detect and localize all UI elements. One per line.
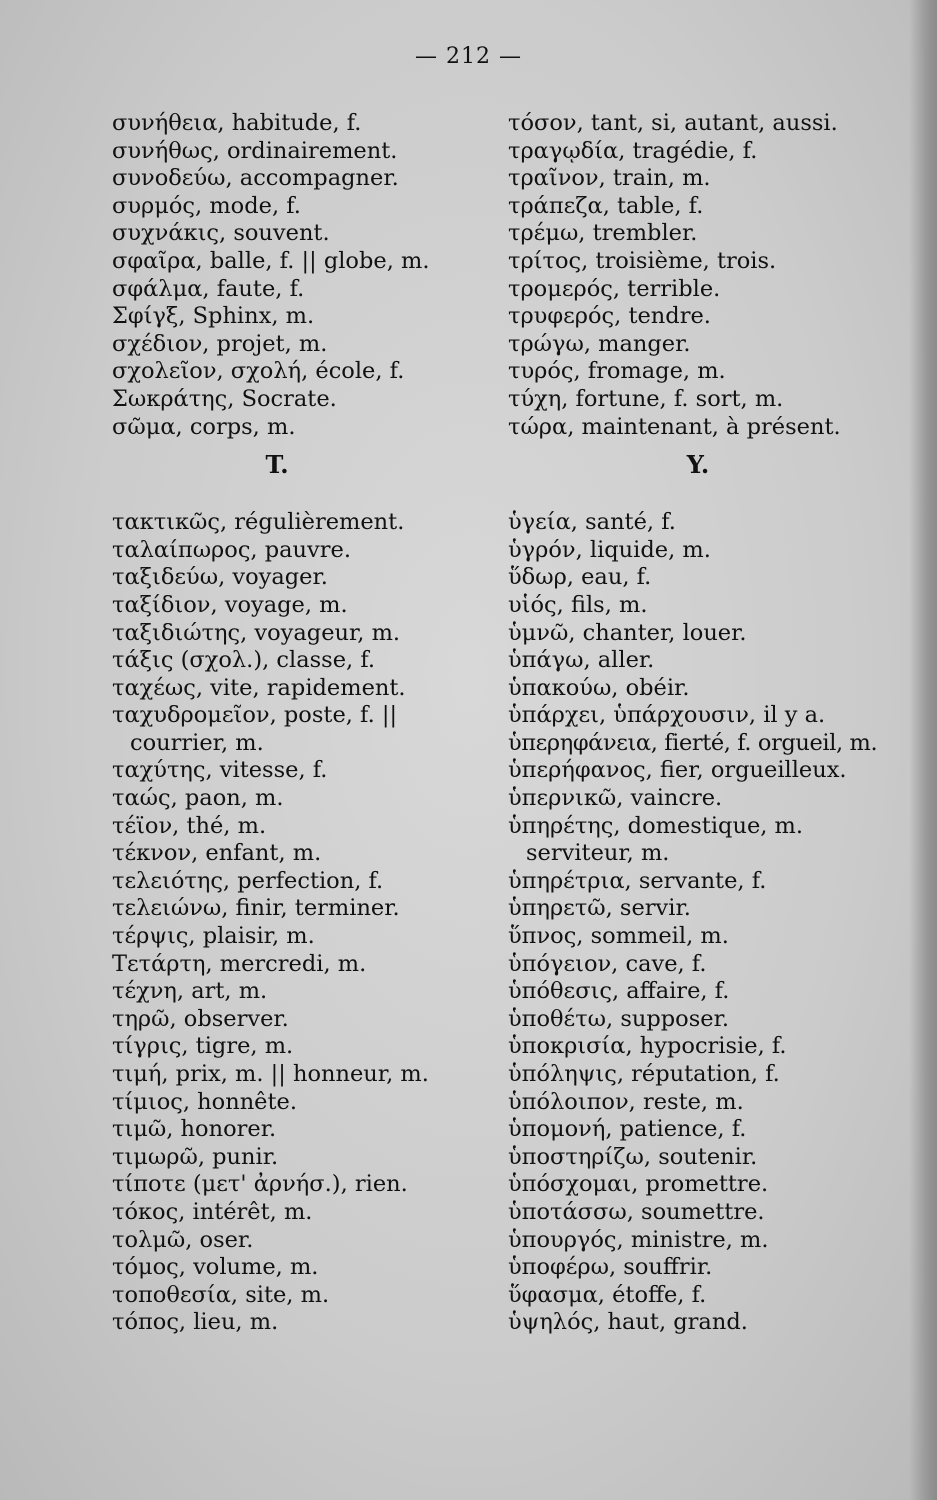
left-column <box>112 110 482 1337</box>
dictionary-entry: Σωκράτης, Socrate. <box>112 385 337 412</box>
dictionary-entry: ὑποτάσσω, soumettre. <box>508 1198 765 1225</box>
dictionary-entry: ὑπηρετῶ, servir. <box>508 895 691 922</box>
dictionary-entry: ὑπακούω, obéir. <box>508 674 690 701</box>
section-heading-upsilon: Y. <box>686 450 710 480</box>
dictionary-entry: ὑπάρχει, ὑπάρχουσιν, il y a. <box>508 702 826 729</box>
dictionary-entry: ὑψηλός, haut, grand. <box>508 1309 748 1336</box>
dictionary-entry: ὑπόσχομαι, promettre. <box>508 1171 769 1198</box>
dictionary-entry: Τετάρτη, mercredi, m. <box>112 950 367 977</box>
dictionary-entry: ταλαίπωρος, pauvre. <box>112 536 351 563</box>
dictionary-entry: τηρῶ, observer. <box>112 1005 289 1032</box>
dictionary-entry: ὑπάγω, aller. <box>508 647 655 674</box>
dictionary-entry: τέχνη, art, m. <box>112 978 268 1005</box>
dictionary-entry: ταώς, paon, m. <box>112 785 284 812</box>
dictionary-entry: τραῖνον, train, m. <box>508 165 711 192</box>
dictionary-entry: ὑπερηφάνεια, fierté, f. orgueil, m. <box>508 729 878 756</box>
dictionary-entry: ὑμνῶ, chanter, louer. <box>508 619 747 646</box>
dictionary-entry: ταχέως, vite, rapidement. <box>112 674 406 701</box>
page-number: — 212 — <box>415 44 522 69</box>
left-section-entries <box>112 509 482 1337</box>
dictionary-entry: ταξίδιον, voyage, m. <box>112 591 348 618</box>
dictionary-entry: συρμός, mode, f. <box>112 192 301 219</box>
dictionary-entry: ὑπερνικῶ, vaincre. <box>508 785 723 812</box>
dictionary-entry: τολμῶ, oser. <box>112 1226 254 1253</box>
dictionary-entry: τόσον, tant, si, autant, aussi. <box>508 110 838 136</box>
right-column <box>508 110 898 1337</box>
dictionary-entry: τόμος, volume, m. <box>112 1254 319 1281</box>
dictionary-entry: ὑγρόν, liquide, m. <box>508 536 711 563</box>
dictionary-entry: τακτικῶς, régulièrement. <box>112 509 405 536</box>
dictionary-entry: συνήθως, ordinairement. <box>112 137 398 164</box>
left-top-entries <box>112 110 482 441</box>
dictionary-entry: ὑποστηρίζω, soutenir. <box>508 1143 758 1170</box>
dictionary-entry: τιμή, prix, m. || honneur, m. <box>112 1061 429 1087</box>
dictionary-entry: ὑπόλοιπον, reste, m. <box>508 1088 744 1115</box>
dictionary-entry: τόκος, intérêt, m. <box>112 1198 313 1225</box>
dictionary-entry: ὑπομονή, patience, f. <box>508 1116 747 1143</box>
page-edge-shadow <box>909 0 937 1500</box>
dictionary-entry: τάξις (σχολ.), classe, f. <box>112 647 376 674</box>
dictionary-entry: ὑπερήφανος, fier, orgueilleux. <box>508 757 847 784</box>
dictionary-entry: ὑποκρισία, hypocrisie, f. <box>508 1033 787 1060</box>
dictionary-entry: τρίτος, troisième, trois. <box>508 247 777 274</box>
dictionary-entry: υἱός, fils, m. <box>508 591 648 618</box>
dictionary-entry: ὑπηρέτης, domestique, m. serviteur, m. <box>508 812 804 867</box>
right-section-entries <box>508 509 898 1337</box>
dictionary-entry: συνήθεια, habitude, f. <box>112 110 362 136</box>
dictionary-entry: ὑπόθεσις, affaire, f. <box>508 978 730 1005</box>
dictionary-entry: τίποτε (μετ' ἀρνήσ.), rien. <box>112 1171 408 1198</box>
dictionary-entry: τρυφερός, tendre. <box>508 303 711 330</box>
dictionary-entry: τίμιος, honnête. <box>112 1088 298 1115</box>
dictionary-entry: ὕπνος, sommeil, m. <box>508 923 729 950</box>
dictionary-entry: συχνάκις, souvent. <box>112 220 330 247</box>
dictionary-entry: τώρα, maintenant, à présent. <box>508 413 841 440</box>
dictionary-entry: Σφίγξ, Sphinx, m. <box>112 303 315 330</box>
dictionary-entry: ὑπηρέτρια, servante, f. <box>508 867 767 894</box>
dictionary-entry: συνοδεύω, accompagner. <box>112 165 399 192</box>
dictionary-entry: ὑγεία, santé, f. <box>508 509 676 536</box>
section-heading-tau: T. <box>265 450 289 480</box>
dictionary-entry: ὑπουργός, ministre, m. <box>508 1226 769 1253</box>
dictionary-entry: σφάλμα, faute, f. <box>112 275 305 302</box>
dictionary-entry: σχολεῖον, σχολή, école, f. <box>112 358 405 385</box>
right-top-entries <box>508 110 898 441</box>
dictionary-entry: τόπος, lieu, m. <box>112 1309 279 1336</box>
dictionary-entry: σῶμα, corps, m. <box>112 413 296 440</box>
dictionary-entry: ὑποθέτω, supposer. <box>508 1005 730 1032</box>
dictionary-entry: τιμῶ, honorer. <box>112 1116 277 1143</box>
dictionary-entry: ταξιδεύω, voyager. <box>112 564 328 591</box>
dictionary-entry: ταχύτης, vitesse, f. <box>112 757 328 784</box>
dictionary-entry: τελειότης, perfection, f. <box>112 867 384 894</box>
dictionary-entry: ὕφασμα, étoffe, f. <box>508 1281 707 1308</box>
dictionary-entry: ὑπόληψις, réputation, f. <box>508 1061 780 1087</box>
dictionary-entry: τοποθεσία, site, m. <box>112 1281 330 1308</box>
dictionary-entry: ταξιδιώτης, voyageur, m. <box>112 619 401 646</box>
dictionary-entry: τράπεζα, table, f. <box>508 192 704 219</box>
dictionary-entry: σχέδιον, projet, m. <box>112 330 328 357</box>
dictionary-entry: τύχη, fortune, f. sort, m. <box>508 385 784 412</box>
dictionary-entry: τρώγω, manger. <box>508 330 691 357</box>
dictionary-entry: τελειώνω, finir, terminer. <box>112 895 400 922</box>
dictionary-entry: τραγῳδία, tragédie, f. <box>508 137 758 164</box>
dictionary-entry: τέκνον, enfant, m. <box>112 840 322 867</box>
dictionary-entry: σφαῖρα, balle, f. || globe, m. <box>112 247 430 274</box>
dictionary-entry: ὕδωρ, eau, f. <box>508 564 652 591</box>
dictionary-entry: τρέμω, trembler. <box>508 220 698 247</box>
dictionary-entry: τιμωρῶ, punir. <box>112 1143 279 1170</box>
dictionary-entry: ταχυδρομεῖον, poste, f. || courrier, m. <box>112 702 398 756</box>
dictionary-entry: τέϊον, thé, m. <box>112 812 267 839</box>
dictionary-entry: τυρός, fromage, m. <box>508 358 726 385</box>
dictionary-entry: τίγρις, tigre, m. <box>112 1033 294 1060</box>
dictionary-entry: ὑπόγειον, cave, f. <box>508 950 707 977</box>
dictionary-entry: τρομερός, terrible. <box>508 275 721 302</box>
dictionary-entry: ὑποφέρω, souffrir. <box>508 1254 713 1281</box>
dictionary-entry: τέρψις, plaisir, m. <box>112 923 315 950</box>
